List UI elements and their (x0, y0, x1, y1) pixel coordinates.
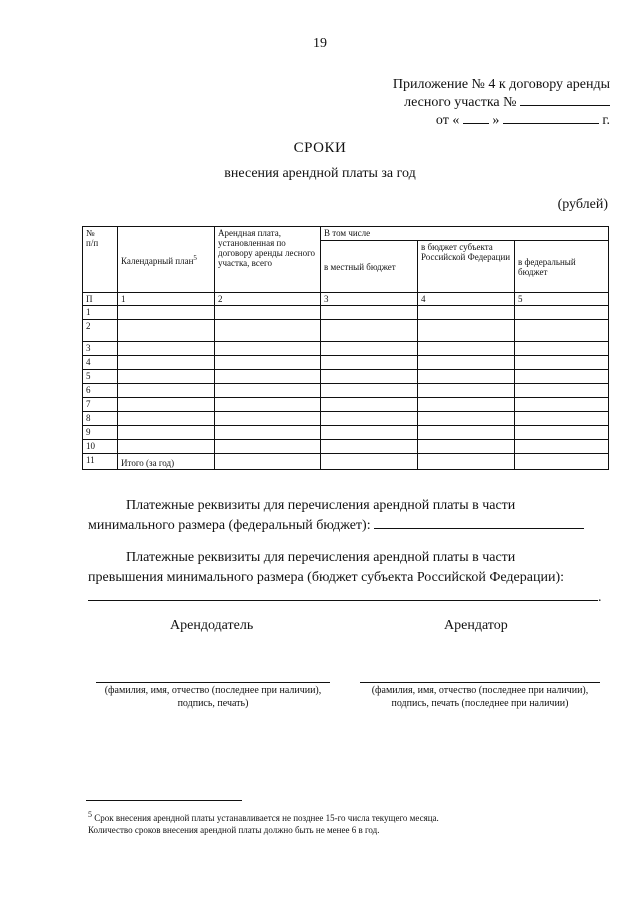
tenant-caption (354, 684, 606, 710)
appendix-line-2 (310, 93, 610, 111)
amount-cell (321, 398, 418, 412)
footnote-1-text: Срок внесения арендной платы устанавливается не позднее 15-го числа текущего месяца. (94, 813, 439, 823)
amount-cell (215, 306, 321, 320)
amount-cell (215, 440, 321, 454)
header-federal-budget: в федеральный бюджет (515, 241, 609, 293)
date-day-blank (463, 111, 489, 124)
amount-cell (515, 426, 609, 440)
amount-cell (215, 370, 321, 384)
amount-cell (418, 342, 515, 356)
amount-cell (515, 454, 609, 470)
requisites-federal-line-1: Платежные реквизиты для перечисления арендной платы в части (126, 498, 516, 513)
requisites-federal-line-2 (88, 516, 608, 536)
table-row (83, 412, 609, 426)
table-row (83, 454, 609, 470)
tenant-caption-1: (фамилия, имя, отчество (последнее при наличии), (371, 685, 589, 696)
calendar-plan-cell: Итого (за год) (118, 454, 215, 470)
amount-cell (418, 454, 515, 470)
amount-cell (215, 426, 321, 440)
appendix-line-2-text: лесного участка № (404, 95, 517, 110)
amount-cell (418, 370, 515, 384)
page-number: 19 (313, 36, 327, 51)
calendar-plan-cell (118, 356, 215, 370)
amount-cell (321, 320, 418, 342)
column-index-cell: 3 (321, 293, 418, 306)
header-total-rent: Арендная плата, установленная по договору аренды лесного участка, всего (215, 227, 321, 293)
federal-requisites-blank (374, 516, 584, 529)
requisites-federal-line-2-text: минимального размера (федеральный бюджет): (88, 518, 371, 533)
row-number-cell: 1 (83, 306, 118, 320)
amount-cell (321, 440, 418, 454)
table-row (83, 398, 609, 412)
amount-cell (418, 412, 515, 426)
requisites-subject-end: . (598, 590, 602, 605)
row-number-cell: 9 (83, 426, 118, 440)
amount-cell (515, 398, 609, 412)
column-index-cell: П (83, 293, 118, 306)
footnote-1 (88, 808, 439, 825)
amount-cell (321, 370, 418, 384)
calendar-plan-cell (118, 398, 215, 412)
document-title: СРОКИ (293, 140, 347, 156)
landlord-label: Арендодатель (170, 618, 254, 633)
landlord-caption-2: подпись, печать) (177, 698, 249, 709)
table-row (83, 370, 609, 384)
requisites-federal (88, 496, 608, 536)
row-number-cell: 10 (83, 440, 118, 454)
currency-unit: (рублей) (557, 197, 608, 212)
column-index-cell: 5 (515, 293, 609, 306)
table-row (83, 342, 609, 356)
calendar-plan-cell (118, 342, 215, 356)
header-including: В том числе (321, 227, 609, 241)
date-month-blank (503, 111, 599, 124)
appendix-line-3 (310, 111, 610, 129)
header-calendar-plan-text: Календарный план (121, 256, 194, 266)
header-subject-budget: в бюджет субъекта Российской Федерации (418, 241, 515, 293)
column-index-row (83, 293, 609, 306)
table-row (83, 440, 609, 454)
amount-cell (321, 356, 418, 370)
row-number-cell: 2 (83, 320, 118, 342)
footnote-separator (86, 800, 242, 801)
amount-cell (418, 426, 515, 440)
calendar-plan-cell (118, 320, 215, 342)
row-number-cell: 6 (83, 384, 118, 398)
amount-cell (215, 454, 321, 470)
amount-cell (515, 412, 609, 426)
column-index-cell: 2 (215, 293, 321, 306)
calendar-plan-cell (118, 384, 215, 398)
landlord-caption (88, 684, 338, 710)
date-close-quote: » (492, 113, 500, 128)
footnote-marker: 5 (88, 810, 92, 819)
requisites-subject (88, 548, 608, 608)
amount-cell (215, 320, 321, 342)
table-row (83, 320, 609, 342)
amount-cell (321, 412, 418, 426)
calendar-plan-cell (118, 306, 215, 320)
amount-cell (215, 412, 321, 426)
row-number-cell: 11 (83, 454, 118, 470)
footnote-ref: 5 (193, 254, 197, 262)
calendar-plan-cell (118, 370, 215, 384)
amount-cell (321, 306, 418, 320)
amount-cell (418, 398, 515, 412)
amount-cell (215, 356, 321, 370)
tenant-label: Арендатор (444, 618, 508, 633)
amount-cell (321, 342, 418, 356)
amount-cell (515, 440, 609, 454)
landlord-signature-line (96, 682, 330, 683)
tenant-signature-line (360, 682, 600, 683)
requisites-subject-line-2: превышения минимального размера (бюджет субъекта Российской Федерации): (88, 570, 564, 585)
row-number-cell: 8 (83, 412, 118, 426)
amount-cell (515, 320, 609, 342)
calendar-plan-cell (118, 412, 215, 426)
parcel-number-blank (520, 93, 610, 106)
document-subtitle: внесения арендной платы за год (224, 166, 416, 181)
footnote-2: Количество сроков внесения арендной платы должно быть не менее 6 в год. (88, 825, 380, 835)
table-row (83, 426, 609, 440)
amount-cell (515, 384, 609, 398)
amount-cell (418, 306, 515, 320)
amount-cell (515, 370, 609, 384)
requisites-subject-line-3 (88, 588, 608, 608)
amount-cell (215, 342, 321, 356)
amount-cell (215, 384, 321, 398)
row-number-cell: 7 (83, 398, 118, 412)
appendix-header (310, 76, 610, 129)
requisites-subject-line-1: Платежные реквизиты для перечисления арендной платы в части (126, 550, 516, 565)
row-number-cell: 5 (83, 370, 118, 384)
amount-cell (321, 384, 418, 398)
calendar-plan-cell (118, 426, 215, 440)
row-number-cell: 3 (83, 342, 118, 356)
table-row (83, 356, 609, 370)
column-index-cell: 1 (118, 293, 215, 306)
header-calendar-plan (118, 227, 215, 293)
amount-cell (515, 306, 609, 320)
amount-cell (418, 384, 515, 398)
amount-cell (321, 454, 418, 470)
amount-cell (321, 426, 418, 440)
date-open-quote: от « (435, 113, 460, 128)
table-row (83, 306, 609, 320)
header-num: № п/п (83, 227, 118, 293)
row-number-cell: 4 (83, 356, 118, 370)
amount-cell (418, 440, 515, 454)
amount-cell (418, 320, 515, 342)
date-year-suffix: г. (602, 113, 610, 128)
amount-cell (515, 342, 609, 356)
calendar-plan-cell (118, 440, 215, 454)
payment-schedule-table (82, 226, 609, 470)
table-row (83, 384, 609, 398)
subject-requisites-blank (88, 588, 598, 601)
appendix-line-1: Приложение № 4 к договору аренды (392, 77, 610, 92)
column-index-cell: 4 (418, 293, 515, 306)
header-local-budget: в местный бюджет (321, 241, 418, 293)
amount-cell (515, 356, 609, 370)
landlord-caption-1: (фамилия, имя, отчество (последнее при наличии), (104, 685, 322, 696)
amount-cell (215, 398, 321, 412)
amount-cell (418, 356, 515, 370)
tenant-caption-2: подпись, печать (последнее при наличии) (391, 698, 569, 709)
